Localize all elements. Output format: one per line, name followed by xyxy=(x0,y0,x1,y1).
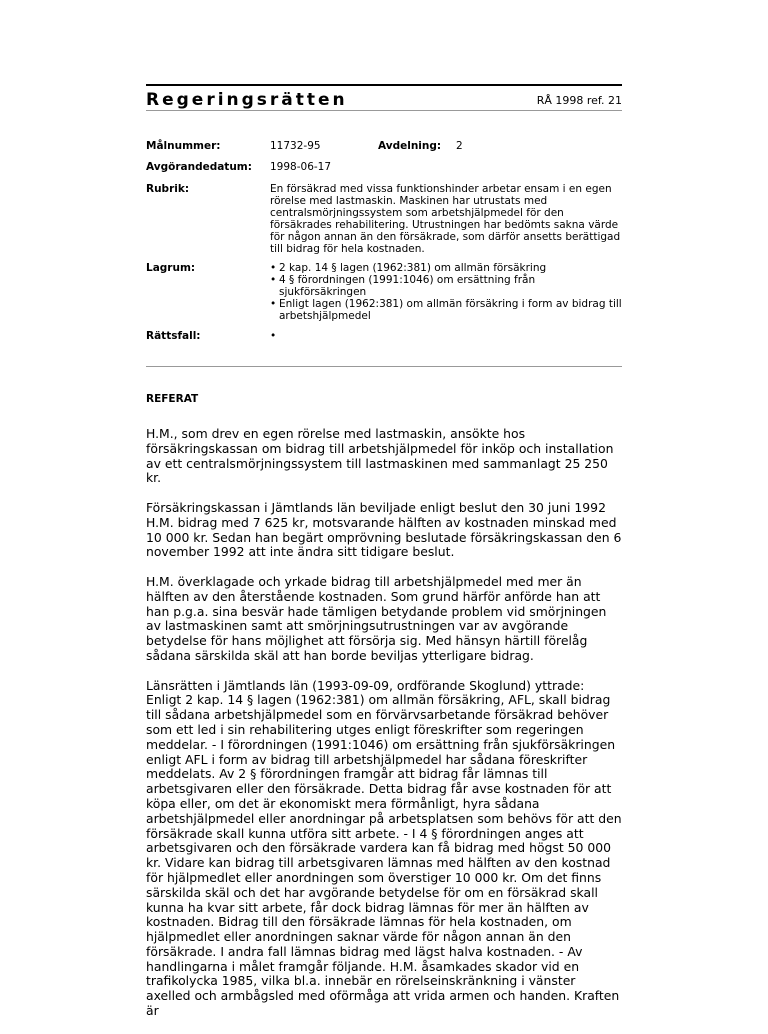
referat-body xyxy=(146,427,622,1034)
header-divider xyxy=(146,110,622,111)
lagrum-item: • Enligt lagen (1962:381) om allmän försäkring i form av bidrag till arbetshjälpmedel xyxy=(270,298,622,322)
lagrum-list xyxy=(270,262,622,322)
avdelning-label: Avdelning: xyxy=(378,140,442,152)
referat-paragraph: Länsrätten i Jämtlands län (1993-09-09, ordförande Skoglund) yttrade: Enligt 2 kap. 14 § lagen (1962:381) om allmän försäkring, AFL, skall bidrag till sådana arbetshjälpmedel som en förvärvsarbetande försäkrad behöver som ett led i sin rehabilitering utges enligt föreskrifter som regeringen meddelar. - I förordningen (1991:1046) om ersättning från sjukförsäkringen enligt AFL i form av bidrag till arbetshjälpmedel har sådana föreskrifter meddelats. Av 2 § förordningen framgår att bidrag får lämnas till arbetsgivaren eller den försäkrade. Detta bidrag får avse kostnaden för att köpa eller, om det är ekonomiskt mera förmånligt, hyra sådana arbetshjälpmedel eller anordningar på arbetsplatsen som behövs för att den försäkrade skall kunna utföra sitt arbete. - I 4 § förordningen anges att arbetsgivaren och den försäkrade vardera kan få bidrag med högst 50 000 kr. Vidare kan bidrag till arbetsgivaren lämnas med hälften av den kostnad för hjälpmedlet eller anordningen som överstiger 10 000 kr. Om det finns särskilda skäl och det har avgörande betydelse för om en försäkrad skall kunna ha kvar sitt arbete, får dock bidrag lämnas för mer än hälften av kostnaden. Bidrag till den försäkrade lämnas för hela kostnaden, om hjälpmedlet eller anordningen saknar värde för någon annan än den försäkrade. I andra fall lämnas bidrag med lägst halva kostnaden. - Av handlingarna i målet framgår följande. H.M. åsamkades skador vid en trafikolycka 1985, vilka bl.a. innebär en rörelseinskränkning i vänster axelled och armbågsled med oförmåga att vrida armen och handen. Kraften är xyxy=(146,677,622,1019)
rubrik-text: En försäkrad med vissa funktionshinder arbetar ensam i en egen rörelse med lastmaskin. Maskinen har utrustats med centralsmörjningssystem som arbetshjälpmedel för den försäkrades rehabilitering. Utrustningen har bedömts sakna värde för någon annan än den försäkrade, som därför ansetts berättigad till bidrag för hela kostnaden. xyxy=(270,183,621,255)
referat-paragraph: H.M., som drev en egen rörelse med lastmaskin, ansökte hos försäkringskassan om bidrag till arbetshjälpmedel för inköp och installation av ett centralsmörjningssystem till lastmaskinen med sammanlagt 25 250 kr. xyxy=(146,426,614,486)
lagrum-label: Lagrum: xyxy=(146,262,196,274)
referat-heading: REFERAT xyxy=(146,393,199,405)
rattsfall-label: Rättsfall: xyxy=(146,330,201,342)
avgorandedatum-label: Avgörandedatum: xyxy=(146,161,252,173)
section-divider xyxy=(146,366,622,367)
lagrum-item: • 4 § förordningen (1991:1046) om ersättning från sjukförsäkringen xyxy=(270,274,622,298)
malnummer-value: 11732-95 xyxy=(270,140,321,152)
top-rule xyxy=(146,84,622,86)
court-name: Regeringsrätten xyxy=(146,90,348,110)
avgorandedatum-value: 1998-06-17 xyxy=(270,161,332,173)
malnummer-label: Målnummer: xyxy=(146,140,221,152)
case-reference: RÅ 1998 ref. 21 xyxy=(536,94,622,107)
rubrik-label: Rubrik: xyxy=(146,183,190,195)
rattsfall-empty-bullet: • xyxy=(270,330,277,342)
referat-paragraph: H.M. överklagade och yrkade bidrag till arbetshjälpmedel med mer än hälften av den återstående kostnaden. Som grund härför anförde han att han p.g.a. sina besvär hade tämligen betydande problem vid smörjningen av lastmaskinen samt att smörjningsutrustningen var av avgörande betydelse för hans möjlighet att försörja sig. Med hänsyn härtill förelåg sådana särskilda skäl att han borde beviljas ytterligare bidrag. xyxy=(146,573,607,663)
lagrum-item: • 2 kap. 14 § lagen (1962:381) om allmän försäkring xyxy=(270,262,622,274)
referat-paragraph: Försäkringskassan i Jämtlands län beviljade enligt beslut den 30 juni 1992 H.M. bidrag med 7 625 kr, motsvarande hälften av kostnaden minskad med 10 000 kr. Sedan han begärt omprövning beslutade försäkringskassan den 6 november 1992 att inte ändra sitt tidigare beslut. xyxy=(146,499,622,560)
avdelning-value: 2 xyxy=(456,140,463,152)
